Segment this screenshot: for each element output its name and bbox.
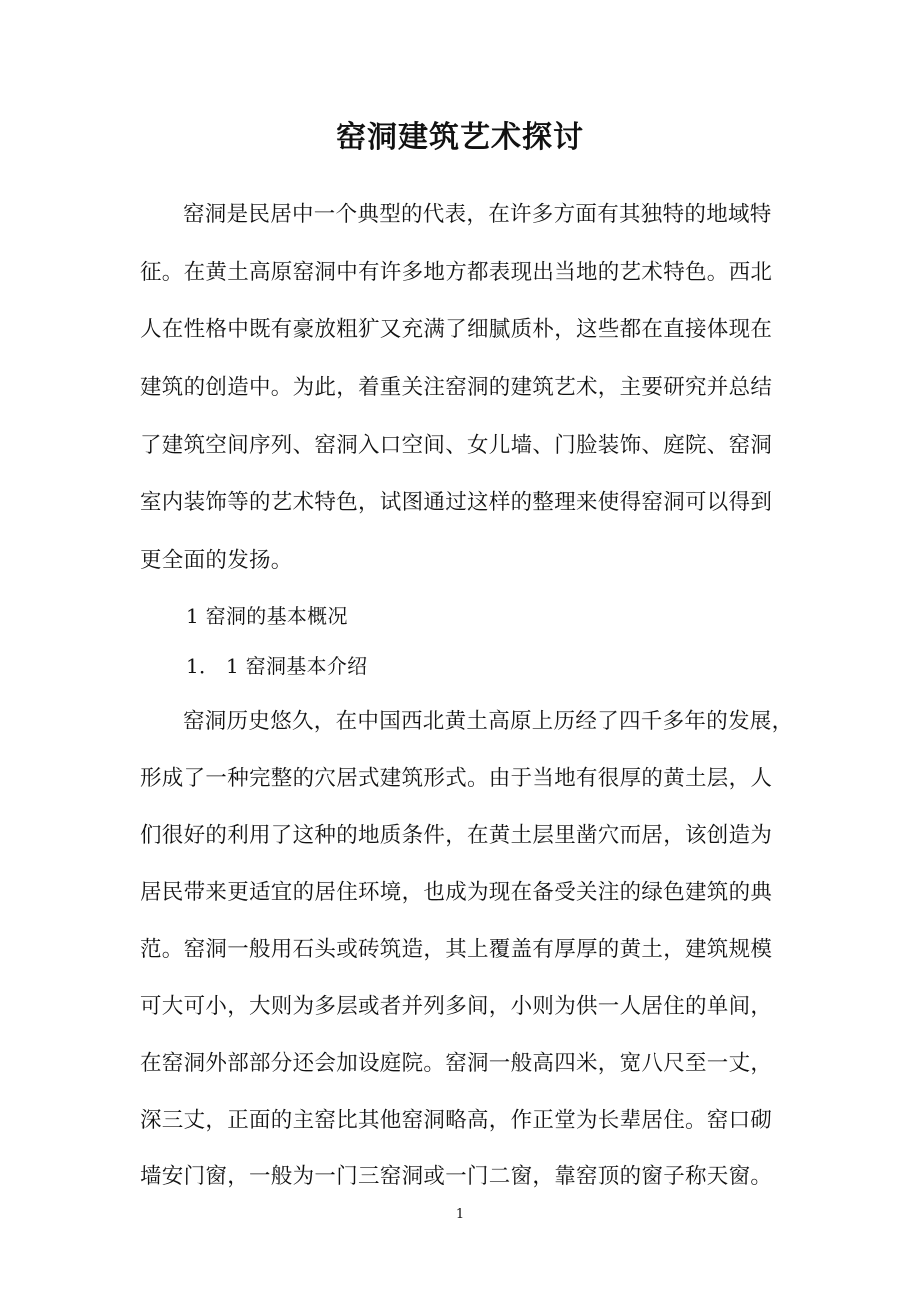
subsection-heading: 1． 1 窑洞基本介绍	[186, 654, 368, 678]
document-title: 窑洞建筑艺术探讨	[336, 120, 584, 155]
paragraph-line: 深三丈，正面的主窑比其他窑洞略高，作正堂为长辈居住。窑口砌	[140, 1108, 773, 1133]
paragraph-line: 室内装饰等的艺术特色，试图通过这样的整理来使得窑洞可以得到	[140, 490, 773, 515]
paragraph-line: 征。在黄土高原窑洞中有许多地方都表现出当地的艺术特色。西北	[140, 260, 773, 285]
paragraph-line: 们很好的利用了这种的地质条件，在黄土层里凿穴而居，该创造为	[140, 823, 773, 848]
paragraph-line: 可大可小，大则为多层或者并列多间，小则为供一人居住的单间，	[140, 994, 773, 1019]
paragraph-line: 窑洞历史悠久，在中国西北黄土高原上历经了四千多年的发展，	[183, 709, 794, 734]
paragraph-line: 更全面的发扬。	[140, 548, 293, 573]
paragraph-line: 范。窑洞一般用石头或砖筑造，其上覆盖有厚厚的黄土，建筑规模	[140, 937, 773, 962]
paragraph-line: 人在性格中既有豪放粗犷又充满了细腻质朴，这些都在直接体现在	[140, 317, 773, 342]
paragraph-line: 形成了一种完整的穴居式建筑形式。由于当地有很厚的黄土层，人	[140, 766, 773, 791]
page-number: 1	[455, 1207, 465, 1222]
section-heading: 1 窑洞的基本概况	[186, 604, 348, 628]
paragraph-line: 建筑的创造中。为此，着重关注窑洞的建筑艺术，主要研究并总结	[140, 375, 773, 400]
paragraph-line: 了建筑空间序列、窑洞入口空间、女儿墙、门脸装饰、庭院、窑洞	[140, 433, 773, 458]
paragraph-line: 居民带来更适宜的居住环境，也成为现在备受关注的绿色建筑的典	[140, 880, 773, 905]
paragraph-line: 窑洞是民居中一个典型的代表，在许多方面有其独特的地域特	[183, 202, 772, 227]
paragraph-line: 墙安门窗，一般为一门三窑洞或一门二窗，靠窑顶的窗子称天窗。	[140, 1164, 773, 1189]
paragraph-line: 在窑洞外部部分还会加设庭院。窑洞一般高四米，宽八尺至一丈，	[140, 1051, 773, 1076]
